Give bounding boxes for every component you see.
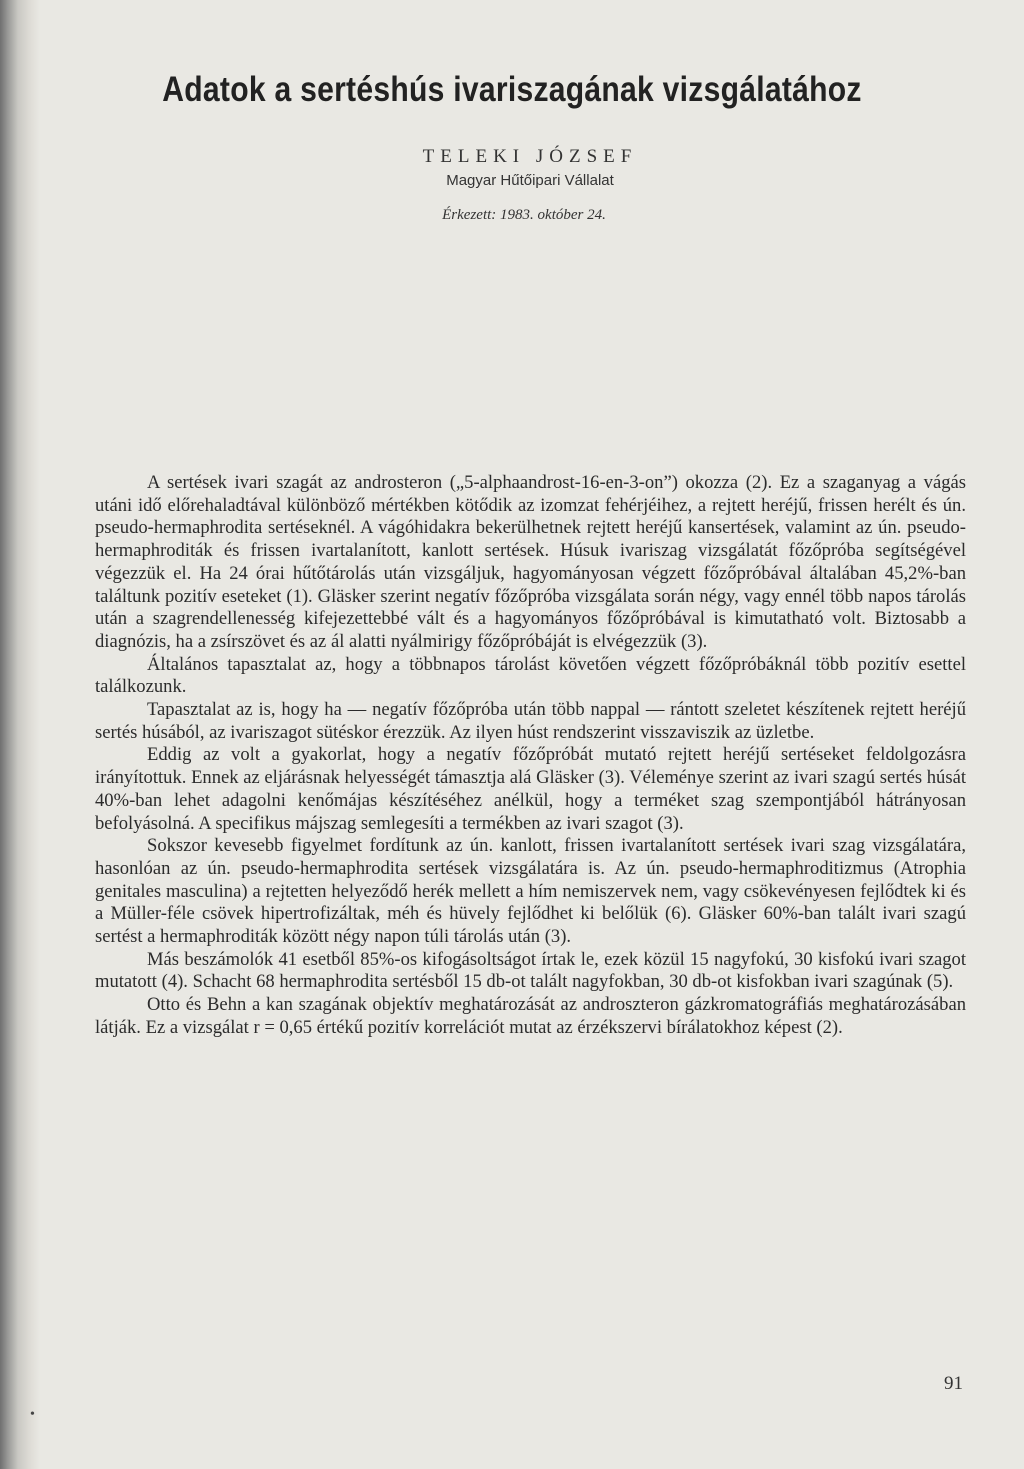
page-number: 91: [944, 1373, 963, 1394]
paragraph-6: Más beszámolók 41 esetből 85%-os kifogásoltságot írtak le, ezek közül 15 nagyfokú, 30 kisfokú ivari szagot mutatott (4). Schacht 68 hermaphrodita sertésből 15 db-ot talált nagyfokban, 30 db-ot kisfokban ivari szagúnak (5).: [95, 948, 966, 993]
paragraph-7: Otto és Behn a kan szagának objektív meghatározását az androszteron gázkromatográfiás meghatározásában látják. Ez a vizsgálat r = 0,65 értékű pozitív korrelációt mutat az érzékszervi bírálatokhoz képest (2).: [95, 994, 966, 1038]
paragraph-2: Általános tapasztalat az, hogy a többnapos tárolást követően végzett főzőpróbáknál több pozitív esettel találkozunk.: [95, 653, 966, 698]
article-body: [95, 472, 966, 1040]
paragraph-4: Eddig az volt a gyakorlat, hogy a negatív főzőpróbát mutató rejtett heréjű sertéseket feldolgozásra irányítottuk. Ennek az eljárásnak helyességét támasztja alá Gläsker (3). Véleménye szerint az ivari szagú sertés húsát 40%-ban lehet adagolni kenőmájas készítéséhez anélkül, hogy a terméket szag szempontjából hátrányosan befolyásolná. A specifikus májszag semlegesíti a termékben az ivari szagot (3).: [95, 744, 966, 834]
paragraph-3: Tapasztalat az is, hogy ha — negatív főzőpróba után több nappal — rántott szeletet készítenek rejtett heréjű sertés húsából, az ivariszagot sütéskor érezzük. Az ilyen húst rendszerint visszaviszik az üzletbe.: [95, 699, 966, 743]
author-name: TELEKI JÓZSEF: [422, 146, 638, 167]
received-date: Érkezett: 1983. október 24.: [442, 207, 606, 223]
author-affiliation: Magyar Hűtőipari Vállalat: [446, 172, 614, 189]
margin-dot-mark: •: [30, 1407, 35, 1422]
article-title: Adatok a sertéshús ivariszagának vizsgálatához: [162, 70, 862, 109]
paragraph-5: Sokszor kevesebb figyelmet fordítunk az ún. kanlott, frissen ivartalanított sertések ivari szag vizsgálatára, hasonlóan az ún. pseudo-hermaphrodita sertések vizsgálatára is. Az ún. pseudo-hermaphroditizmus (Atrophia genitales masculina) a rejtetten helyeződő herék mellett a hím nemiszervek nem, vagy csökevényesen fejlődtek ki és a Müller-féle csövek hipertrofizáltak, méh és hüvely fejlődhet ki belőlük (6). Gläsker 60%-ban talált ivari szagú sertést a hermaphroditák között négy napon túli tárolás után (3).: [95, 835, 966, 948]
paragraph-1: A sertések ivari szagát az androsteron („5-alphaandrost-16-en-3-on”) okozza (2). Ez a szaganyag a vágás utáni idő előrehaladtával különböző mértékben kötődik az izomzat fehérjéihez, a rejtett heréjű, frissen herélt és ún. pseudo-hermaphrodita sertéseknél. A vágóhidakra bekerülhetnek rejtett heréjű kansertések, valamint az ún. pseudo-hermaphroditák és frissen ivartalanított, kanlott sertések. Húsuk ivariszag vizsgálatát főzőpróba segítségével végezzük el. Ha 24 órai hűtőtárolás után vizsgáljuk, hagyományosan végzett főzőpróbával általában 45,2%-ban találtunk pozitív eseteket (1). Gläsker szerint negatív főzőpróba vizsgálata során négy, vagy ennél több napos tárolás után a szagrendellenesség kifejezettebbé vált és a hagyományos főzőpróbával is kimutatható volt. Biztosabb a diagnózis, ha a zsírszövet és az ál alatti nyálmirigy főzőpróbáját is elvégezzük (3).: [95, 472, 966, 652]
